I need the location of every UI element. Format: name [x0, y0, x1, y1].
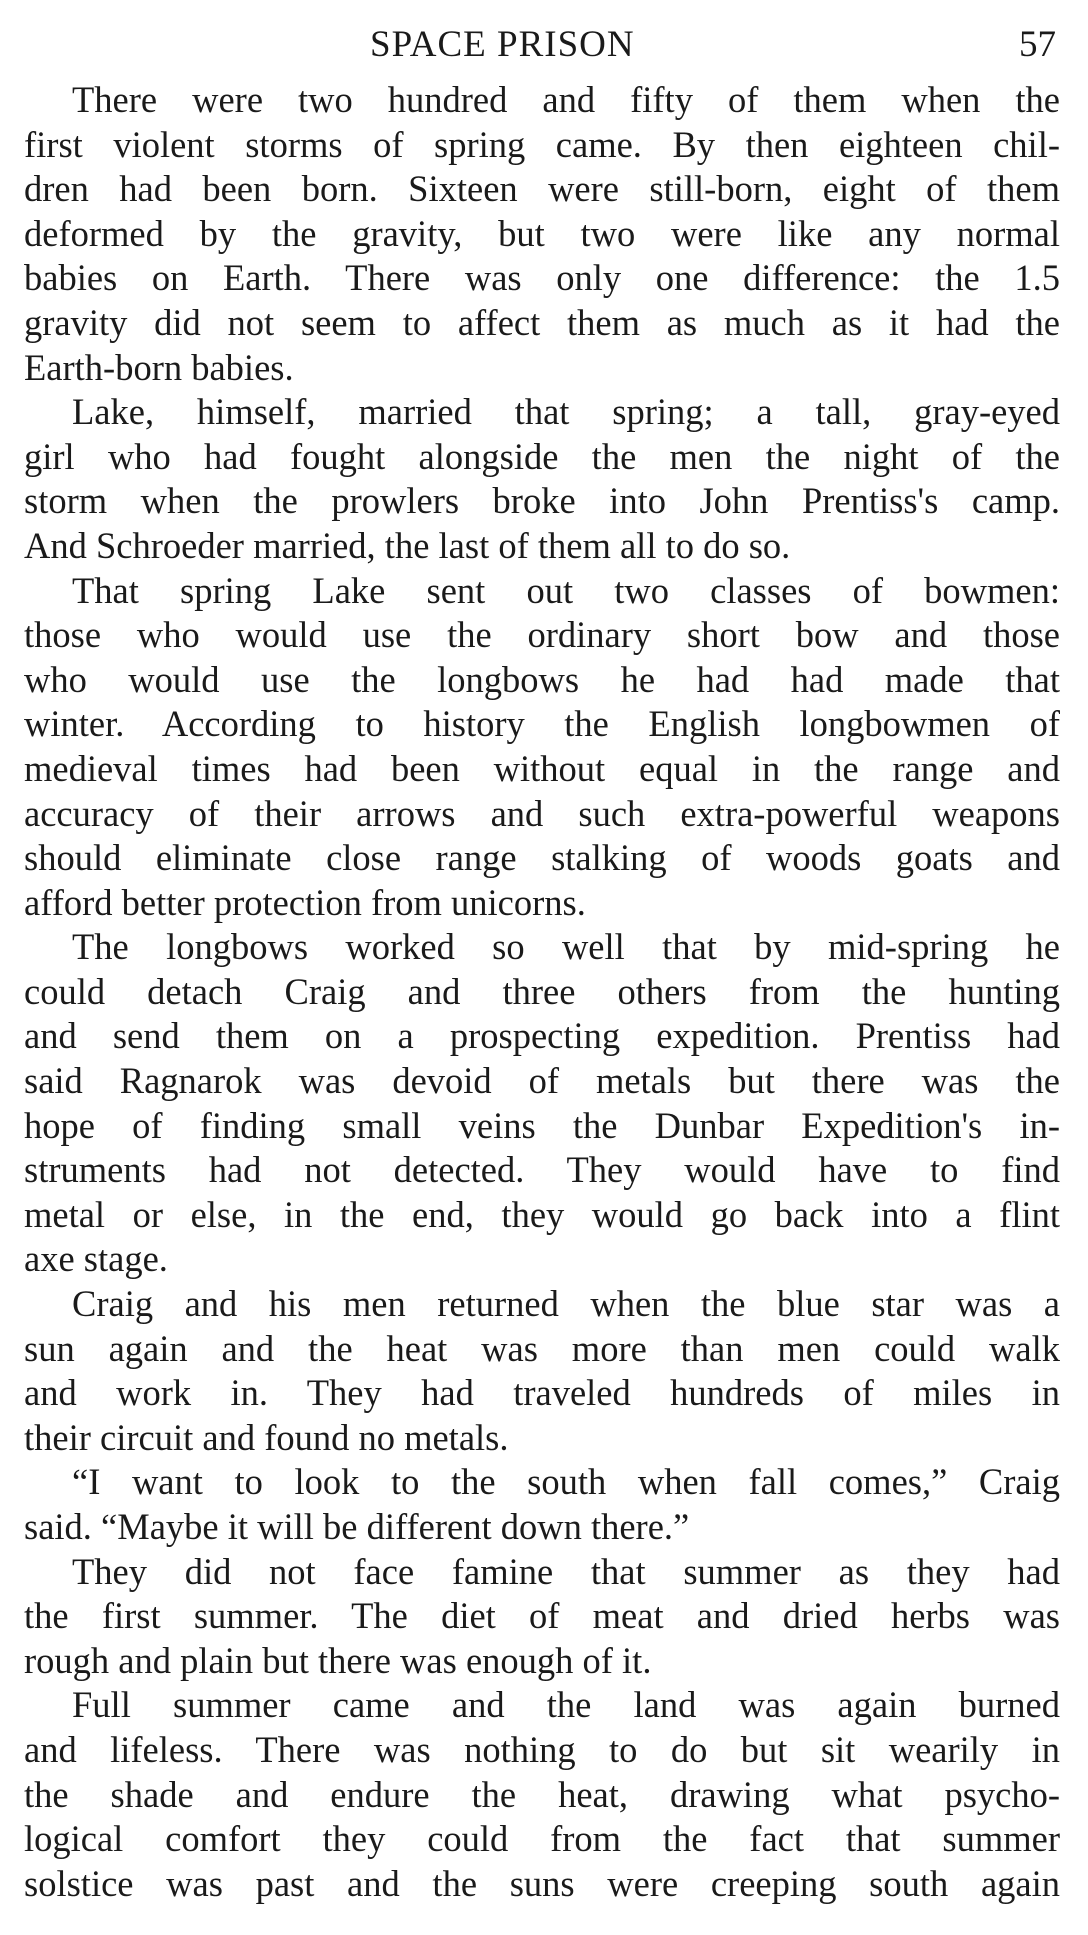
- text-line: solstice was past and the suns were creeping south again: [24, 1862, 1060, 1904]
- text-line: the first summer. The diet of meat and dried herbs was: [24, 1595, 1060, 1637]
- paragraph-6: [24, 1460, 1060, 1549]
- text-line: gravity did not seem to affect them as much as it had the: [24, 301, 1060, 343]
- text-line: Earth-born babies.: [24, 346, 294, 388]
- text-line: Full summer came and the land was again burned: [72, 1684, 1060, 1726]
- text-line: girl who had fought alongside the men the night of the: [24, 435, 1060, 477]
- text-line: “I want to look to the south when fall comes,” Craig: [72, 1461, 1060, 1503]
- text-line: That spring Lake sent out two classes of bowmen:: [72, 569, 1060, 611]
- text-line: and send them on a prospecting expedition. Prentiss had: [24, 1015, 1060, 1057]
- text-line: should eliminate close range stalking of woods goats and: [24, 837, 1060, 879]
- text-line: first violent storms of spring came. By then eighteen chil-: [24, 123, 1060, 165]
- text-line: medieval times had been without equal in the range and: [24, 747, 1060, 789]
- paragraph-1: [24, 78, 1060, 390]
- text-line: said Ragnarok was devoid of metals but there was the: [24, 1060, 1060, 1102]
- paragraph-3: [24, 569, 1060, 926]
- text-line: And Schroeder married, the last of them all to do so.: [24, 524, 791, 566]
- text-line: Craig and his men returned when the blue star was a: [72, 1283, 1060, 1325]
- text-line: who would use the longbows he had had made that: [24, 658, 1060, 700]
- text-line: rough and plain but there was enough of it.: [24, 1639, 652, 1681]
- text-line: said. “Maybe it will be different down there.”: [24, 1506, 690, 1547]
- text-line: storm when the prowlers broke into John Prentiss's camp.: [24, 480, 1060, 522]
- text-line: could detach Craig and three others from the hunting: [24, 970, 1060, 1012]
- text-line: babies on Earth. There was only one difference: the 1.5: [24, 257, 1060, 299]
- text-line: sun again and the heat was more than men could walk: [24, 1327, 1060, 1369]
- paragraph-8: [24, 1683, 1060, 1906]
- text-line: their circuit and found no metals.: [24, 1416, 509, 1458]
- running-title: SPACE PRISON: [370, 24, 635, 65]
- text-line: winter. According to history the English longbowmen of: [24, 703, 1060, 745]
- text-line: dren had been born. Sixteen were still-born, eight of them: [24, 168, 1060, 210]
- paragraph-2: [24, 390, 1060, 568]
- text-line: hope of finding small veins the Dunbar Expedition's in-: [24, 1104, 1060, 1146]
- text-line: The longbows worked so well that by mid-spring he: [72, 926, 1060, 968]
- text-line: axe stage.: [24, 1238, 168, 1280]
- text-line: accuracy of their arrows and such extra-powerful weapons: [24, 792, 1060, 834]
- text-line: They did not face famine that summer as they had: [72, 1550, 1060, 1592]
- paragraph-5: [24, 1282, 1060, 1460]
- text-line: Lake, himself, married that spring; a tall, gray-eyed: [72, 391, 1060, 433]
- text-line: struments had not detected. They would have to find: [24, 1149, 1060, 1191]
- running-head: [0, 20, 1088, 70]
- body-text: [24, 78, 1060, 1906]
- paragraph-4: [24, 925, 1060, 1282]
- text-line: and work in. They had traveled hundreds of miles in: [24, 1372, 1060, 1414]
- text-line: the shade and endure the heat, drawing what psycho-: [24, 1773, 1060, 1815]
- text-line: There were two hundred and fifty of them when the: [72, 79, 1060, 120]
- text-line: afford better protection from unicorns.: [24, 881, 586, 923]
- text-line: deformed by the gravity, but two were like any normal: [24, 212, 1060, 254]
- text-line: those who would use the ordinary short bow and those: [24, 614, 1060, 656]
- text-line: logical comfort they could from the fact that summer: [24, 1818, 1060, 1860]
- text-line: metal or else, in the end, they would go back into a flint: [24, 1193, 1060, 1235]
- paragraph-7: [24, 1550, 1060, 1684]
- text-line: and lifeless. There was nothing to do but sit wearily in: [24, 1728, 1060, 1770]
- page-number: 57: [1019, 24, 1056, 65]
